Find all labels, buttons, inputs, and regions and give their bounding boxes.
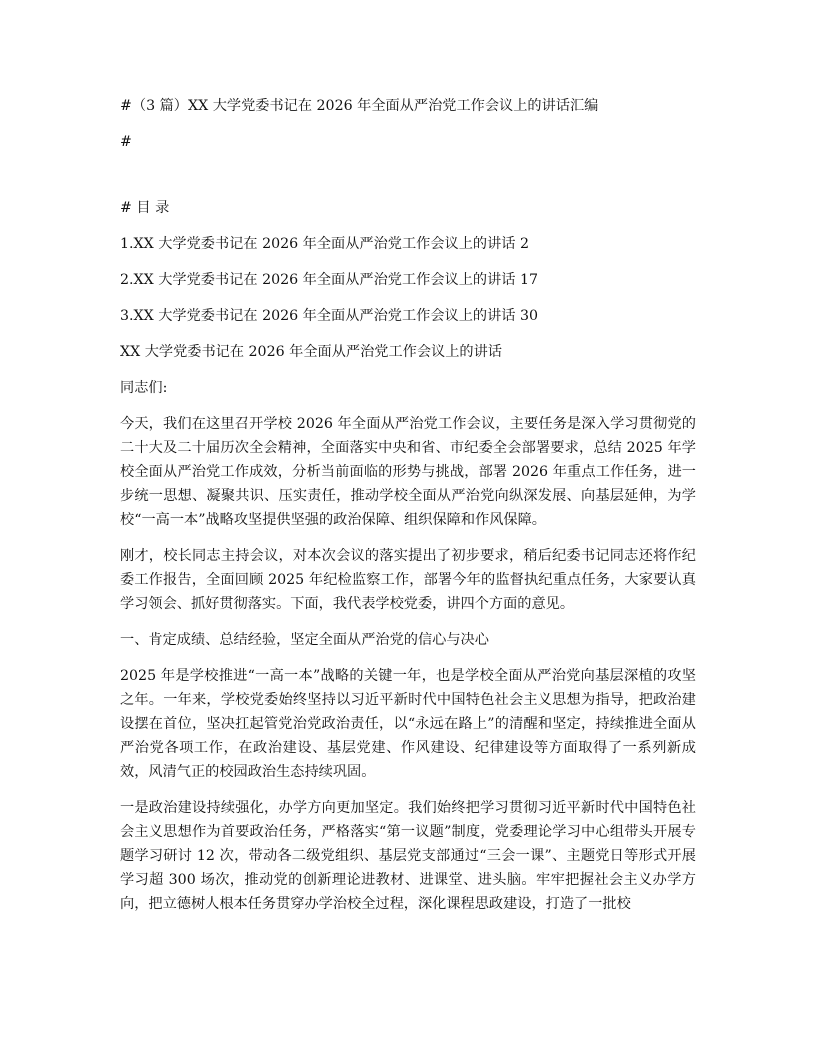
toc-heading: # 目 录 <box>120 200 170 216</box>
paragraph-review: 2025 年是学校推进“一高一本”战略的关键一年，也是学校全面从严治党向基层深植的攻坚之年。一年来，学校党委始终坚持以习近平新时代中国特色社会主义思想为指导，把政治建设摆在首位，坚决扛起管党治党政治责任，以“永远在路上”的清醒和坚定，持续推进全面从严治党各项工作，在政治建设、基层党建、作风建设、纪律建设等方面取得了一系列新成效，风清气正的校园政治生态持续巩固。 <box>120 668 696 780</box>
paragraph-political-construction: 一是政治建设持续强化，办学方向更加坚定。我们始终把学习贯彻习近平新时代中国特色社会主义思想作为首要政治任务，严格落实“第一议题”制度，党委理论学习中心组带头开展专题学习研讨 12 次，带动各二级党组织、基层党支部通过“三会一课”、主题党日等形式开展学习超 300 场次，推动党的创新理论进教材、进课堂、进头脑。牢牢把握社会主义办学方向，把立德树人根本任务贯穿办学治校全过程，深化课程思政建设，打造了一批校 <box>120 800 696 912</box>
paragraph-agenda: 刚才，校长同志主持会议，对本次会议的落实提出了初步要求，稍后纪委书记同志还将作纪委工作报告，全面回顾 2025 年纪检监察工作，部署今年的监督执纪重点任务，大家要认真学习领会、抓好贯彻落实。下面，我代表学校党委，讲四个方面的意见。 <box>120 548 696 612</box>
hash-line: # <box>120 134 132 150</box>
toc-item-1: 1.XX 大学党委书记在 2026 年全面从严治党工作会议上的讲话 2 <box>120 236 530 252</box>
toc-item-2: 2.XX 大学党委书记在 2026 年全面从严治党工作会议上的讲话 17 <box>120 272 539 288</box>
toc-item-3: 3.XX 大学党委书记在 2026 年全面从严治党工作会议上的讲话 30 <box>120 308 539 324</box>
speech-title: XX 大学党委书记在 2026 年全面从严治党工作会议上的讲话 <box>120 344 502 360</box>
paragraph-opening: 今天，我们在这里召开学校 2026 年全面从严治党工作会议，主要任务是深入学习贯彻党的二十大及二十届历次全会精神，全面落实中央和省、市纪委全会部署要求，总结 2025 年学校全面从严治党工作成效，分析当前面临的形势与挑战，部署 2026 年重点工作任务，进一步统一思想、凝聚共识、压实责任，推动学校全面从严治党向纵深发展、向基层延伸，为学校“一高一本”战略攻坚提供坚强的政治保障、组织保障和作风保障。 <box>120 416 696 528</box>
salutation: 同志们: <box>120 380 168 396</box>
document-title: #（3 篇）XX 大学党委书记在 2026 年全面从严治党工作会议上的讲话汇编 <box>120 98 599 114</box>
section-heading-1: 一、肯定成绩、总结经验，坚定全面从严治党的信心与决心 <box>120 632 489 648</box>
